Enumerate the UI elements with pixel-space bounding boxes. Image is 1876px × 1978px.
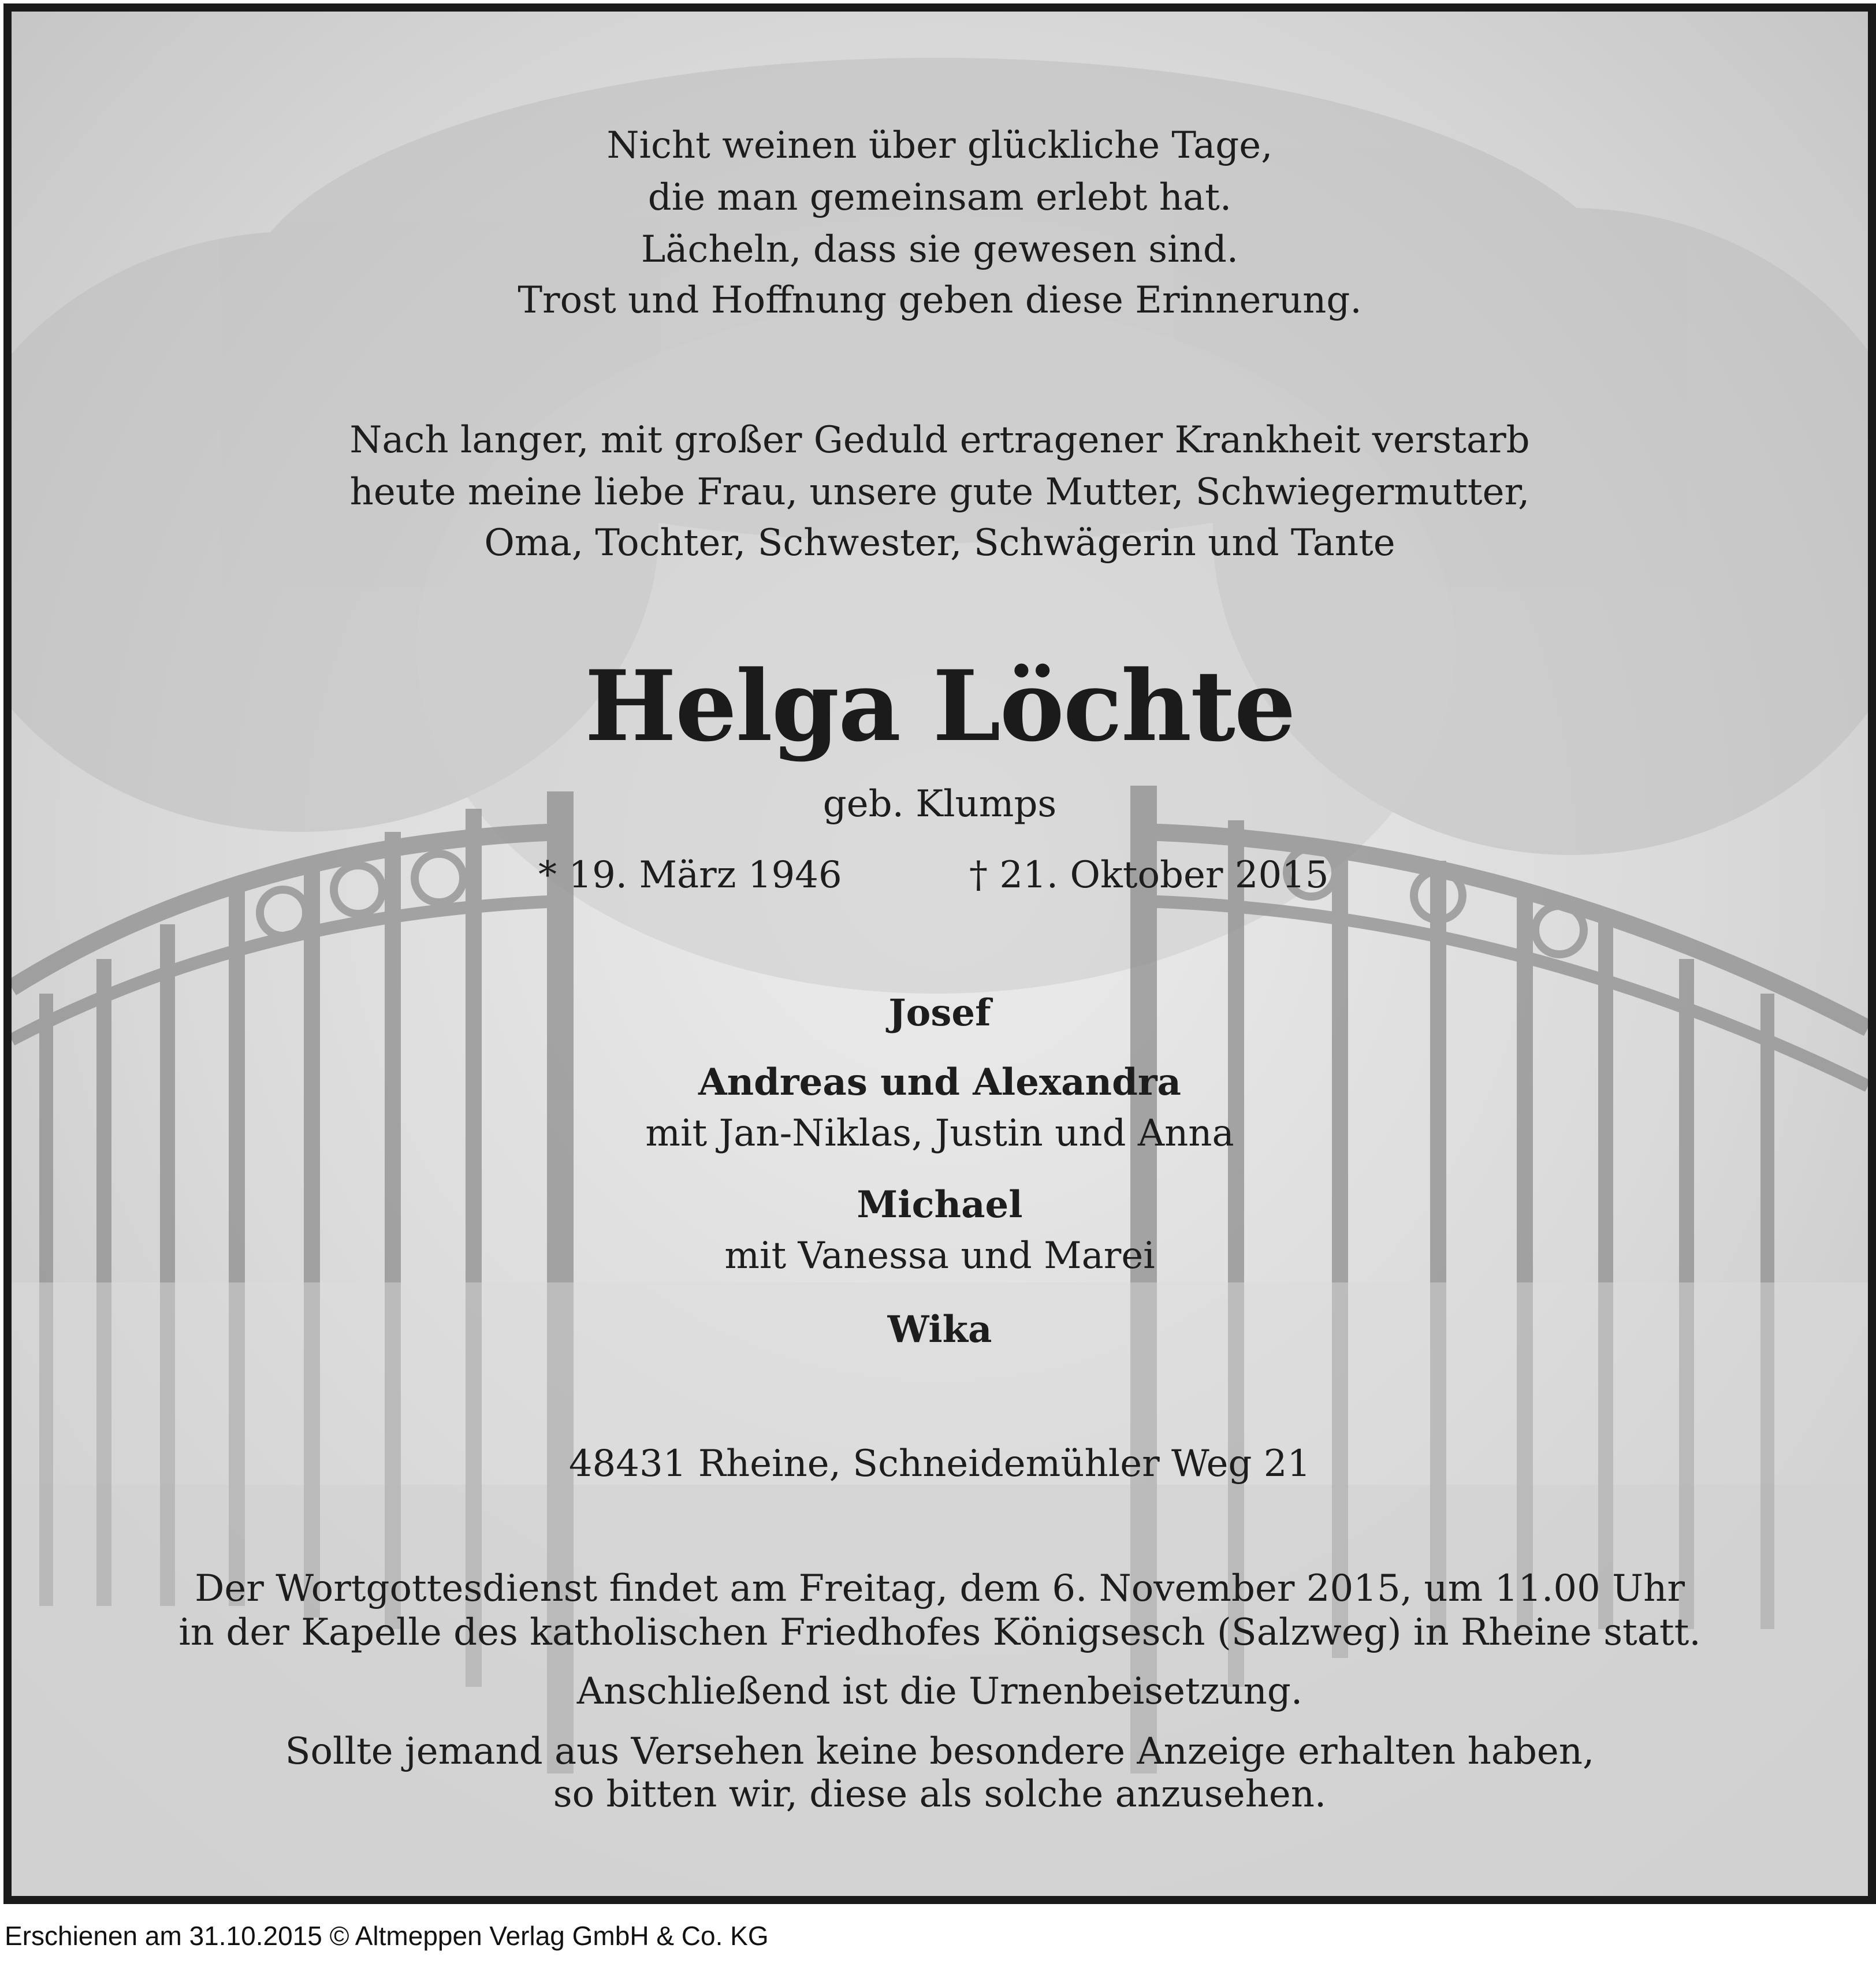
service-line-1: Der Wortgottesdienst findet am Freitag, dem 6. November 2015, um 11.00 Uhr xyxy=(195,1567,1685,1610)
notice-text xyxy=(12,12,1868,1896)
maiden-name: geb. Klumps xyxy=(822,783,1057,826)
mourner-companions: mit Jan-Niklas, Justin und Anna xyxy=(645,1112,1234,1155)
urn-burial-note: Anschließend ist die Urnenbeisetzung. xyxy=(576,1670,1303,1713)
birth-date: * 19. März 1946 xyxy=(538,854,842,897)
apology-line-1: Sollte jemand aus Versehen keine besondere Anzeige erhalten haben, xyxy=(285,1730,1595,1773)
intro-line-1: Nach langer, mit großer Geduld ertragener Krankheit verstarb xyxy=(349,419,1530,462)
poem-line-3: Lächeln, dass sie gewesen sind. xyxy=(641,228,1239,271)
family-address: 48431 Rheine, Schneidemühler Weg 21 xyxy=(568,1442,1311,1485)
poem-line-2: die man gemeinsam erlebt hat. xyxy=(647,176,1232,219)
intro-line-3: Oma, Tochter, Schwester, Schwägerin und Tante xyxy=(484,522,1395,564)
mourner-name: Andreas und Alexandra xyxy=(698,1061,1182,1104)
publication-footer: Erschienen am 31.10.2015 © Altmeppen Verlag GmbH & Co. KG xyxy=(5,1921,769,1951)
deceased-name: Helga Löchte xyxy=(585,649,1295,763)
death-date: † 21. Oktober 2015 xyxy=(969,854,1329,897)
mourner-companions: mit Vanessa und Marei xyxy=(724,1235,1155,1277)
poem-line-1: Nicht weinen über glückliche Tage, xyxy=(606,124,1273,167)
apology-line-2: so bitten wir, diese als solche anzusehen. xyxy=(553,1773,1327,1816)
poem-line-4: Trost und Hoffnung geben diese Erinnerung. xyxy=(518,279,1362,322)
intro-line-2: heute meine liebe Frau, unsere gute Mutter, Schwiegermutter, xyxy=(349,471,1530,514)
mourner-name: Wika xyxy=(887,1308,992,1351)
service-line-2: in der Kapelle des katholischen Friedhofes Königsesch (Salzweg) in Rheine statt. xyxy=(178,1611,1701,1654)
life-dates xyxy=(12,854,1868,900)
obituary-notice xyxy=(3,3,1876,1904)
mourner-name: Michael xyxy=(857,1183,1023,1226)
mourner-name: Josef xyxy=(888,991,991,1035)
